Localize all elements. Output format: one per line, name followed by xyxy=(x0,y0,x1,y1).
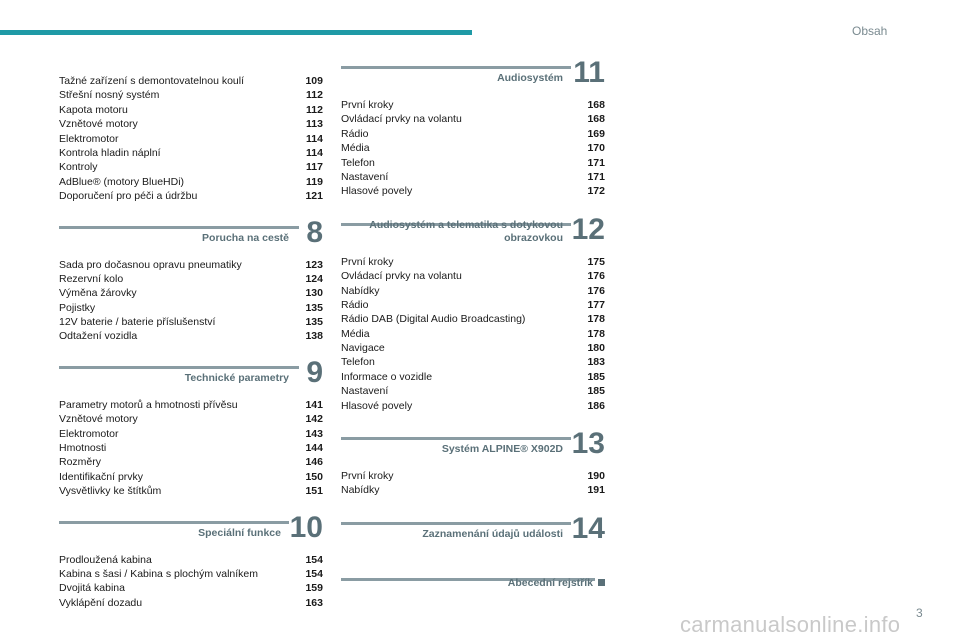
chapter-divider xyxy=(59,226,299,229)
toc-entry-title: Nabídky xyxy=(341,484,380,497)
toc-entry[interactable] xyxy=(59,596,323,610)
toc-entry[interactable] xyxy=(341,112,605,126)
toc-entry-page: 185 xyxy=(587,370,605,383)
toc-entry-title: Parametry motorů a hmotnosti přívěsu xyxy=(59,398,238,411)
toc-entry-title: Kapota motoru xyxy=(59,103,128,116)
chapter-title: Porucha na cestě xyxy=(202,231,289,244)
toc-entry-title: Dvojitá kabina xyxy=(59,582,125,595)
toc-entry-title: Doporučení pro péči a údržbu xyxy=(59,190,198,203)
toc-entry-title: Identifikační prvky xyxy=(59,470,144,483)
toc-entry-page: 114 xyxy=(306,132,323,145)
toc-entry-title: Ovládací prvky na volantu xyxy=(341,270,462,283)
chapter-13 xyxy=(341,427,605,498)
toc-entry[interactable] xyxy=(341,298,605,312)
toc-entry[interactable] xyxy=(59,398,323,412)
chapter-title: Zaznamenání údajů události xyxy=(422,527,563,540)
toc-entry-page: 121 xyxy=(305,190,323,203)
toc-entry-title: Nastavení xyxy=(341,170,389,183)
toc-entry-page: 143 xyxy=(305,427,323,440)
toc-entry[interactable] xyxy=(341,269,605,283)
toc-entry-page: 112 xyxy=(306,103,323,116)
toc-entry[interactable] xyxy=(341,399,605,413)
toc-entry-page: 168 xyxy=(587,99,605,111)
toc-entry-page: 151 xyxy=(305,485,323,498)
toc-entry-title: První kroky xyxy=(341,255,394,268)
toc-entry[interactable] xyxy=(59,470,323,484)
toc-entry-title: Telefon xyxy=(341,156,375,169)
toc-entry[interactable] xyxy=(341,127,605,141)
toc-entry-title: 12V baterie / baterie příslušenství xyxy=(59,316,216,329)
toc-entry-page: 176 xyxy=(587,270,605,283)
chapter-title: Systém ALPINE® X902D xyxy=(441,443,563,456)
toc-entry[interactable] xyxy=(341,98,605,112)
toc-entry-page: 177 xyxy=(587,298,605,311)
chapter-number: 8 xyxy=(306,215,323,249)
toc-entry-page: 191 xyxy=(587,484,605,497)
toc-entry[interactable] xyxy=(59,189,323,203)
toc-entry-page: 142 xyxy=(305,413,323,426)
toc-entry-title: Rádio xyxy=(341,127,369,140)
toc-entry-title: Sada pro dočasnou opravu pneumatiky xyxy=(59,258,242,271)
toc-entry-page: 130 xyxy=(305,287,323,300)
toc-entry-page: 109 xyxy=(305,75,323,87)
toc-entry-page: 135 xyxy=(305,301,323,314)
chapter-header[interactable] xyxy=(341,427,605,469)
chapter-header[interactable] xyxy=(59,216,323,258)
toc-entry-page: 119 xyxy=(306,175,323,188)
toc-entry-title: Hlasové povely xyxy=(341,185,413,198)
chapter-header[interactable] xyxy=(341,56,605,98)
toc-entry-title: Pojistky xyxy=(59,301,96,314)
toc-entry-page: 178 xyxy=(587,327,605,340)
toc-entry[interactable] xyxy=(341,156,605,170)
toc-entry-title: Navigace xyxy=(341,342,385,355)
toc-entry-title: Odtažení vozidla xyxy=(59,330,138,343)
toc-entry-page: 172 xyxy=(587,185,605,198)
toc-entry[interactable] xyxy=(341,341,605,355)
toc-entry[interactable] xyxy=(341,284,605,298)
toc-entry-page: 112 xyxy=(306,89,323,102)
toc-entry[interactable] xyxy=(59,132,323,146)
toc-entry[interactable] xyxy=(59,567,323,581)
toc-entry[interactable] xyxy=(341,141,605,155)
toc-entry-title: Kontrola hladin náplní xyxy=(59,146,161,159)
toc-entry-title: Nabídky xyxy=(341,284,380,297)
toc-entry-title: Vznětové motory xyxy=(59,413,138,426)
toc-entry-page: 176 xyxy=(587,284,605,297)
chapter-12 xyxy=(341,213,605,413)
toc-entry-page: 170 xyxy=(587,142,605,155)
toc-entry-page: 138 xyxy=(305,330,323,343)
toc-entry-title: Střešní nosný systém xyxy=(59,89,160,102)
toc-entry[interactable] xyxy=(59,329,323,343)
toc-entry-page: 180 xyxy=(587,342,605,355)
index-title: Abecední rejstřík xyxy=(507,576,593,589)
page-number: 3 xyxy=(916,606,923,620)
toc-entry-page: 168 xyxy=(587,113,605,126)
toc-entry[interactable] xyxy=(59,175,323,189)
toc-entry-page: 190 xyxy=(587,470,605,483)
intro-entries xyxy=(59,74,323,204)
toc-entry-title: Vyklápění dozadu xyxy=(59,596,143,609)
toc-entry-title: Telefon xyxy=(341,356,375,369)
toc-entry[interactable] xyxy=(341,170,605,184)
chapter-number: 10 xyxy=(289,510,323,544)
toc-entry-page: 123 xyxy=(305,258,323,271)
chapter-divider xyxy=(341,66,571,69)
toc-entry-title: Tažné zařízení s demontovatelnou koulí xyxy=(59,75,245,87)
chapter-header[interactable] xyxy=(59,356,323,398)
toc-entry-title: Média xyxy=(341,142,370,155)
toc-entry[interactable] xyxy=(341,184,605,198)
toc-entry[interactable] xyxy=(59,88,323,102)
toc-entry[interactable] xyxy=(59,455,323,469)
toc-entry-page: 135 xyxy=(305,316,323,329)
toc-entry-title: Rezervní kolo xyxy=(59,272,124,285)
toc-entry-title: První kroky xyxy=(341,99,394,111)
toc-entry[interactable] xyxy=(341,483,605,497)
chapter-divider xyxy=(59,366,299,369)
toc-entry-title: Hlasové povely xyxy=(341,399,413,412)
chapter-10 xyxy=(59,511,323,611)
toc-entry-page: 144 xyxy=(305,442,323,455)
page-label: Obsah xyxy=(852,24,888,38)
toc-entry-page: 186 xyxy=(587,399,605,412)
toc-entry[interactable] xyxy=(59,160,323,174)
chapter-number: 13 xyxy=(571,427,605,461)
toc-entry[interactable] xyxy=(341,355,605,369)
toc-entry[interactable] xyxy=(341,312,605,326)
toc-entry[interactable] xyxy=(59,146,323,160)
toc-entry-title: Prodloužená kabina xyxy=(59,553,152,566)
toc-entry[interactable] xyxy=(59,286,323,300)
chapter-header[interactable] xyxy=(341,213,605,255)
toc-entry-page: 159 xyxy=(305,582,323,595)
toc-entry-title: Ovládací prvky na volantu xyxy=(341,113,462,126)
toc-entry[interactable] xyxy=(59,484,323,498)
toc-entry-title: Vznětové motory xyxy=(59,118,138,131)
chapter-header[interactable] xyxy=(59,511,323,553)
toc-entry[interactable] xyxy=(59,103,323,117)
toc-entry[interactable] xyxy=(59,272,323,286)
toc-entry[interactable] xyxy=(341,384,605,398)
toc-entry-title: Elektromotor xyxy=(59,132,119,145)
toc-entry[interactable] xyxy=(341,255,605,269)
toc-entry-title: Elektromotor xyxy=(59,427,119,440)
toc-entry[interactable] xyxy=(59,581,323,595)
header-accent-bar xyxy=(0,30,472,35)
toc-entry[interactable] xyxy=(59,412,323,426)
chapter-title: Audiosystém xyxy=(497,72,563,84)
chapter-divider xyxy=(59,521,289,524)
chapter-number: 11 xyxy=(573,56,605,89)
toc-entry-page: 183 xyxy=(587,356,605,369)
toc-entry-page: 175 xyxy=(587,255,605,268)
toc-entry-title: První kroky xyxy=(341,470,394,483)
toc-entry[interactable] xyxy=(59,315,323,329)
toc-entry-title: Informace o vozidle xyxy=(341,370,433,383)
toc-entry-title: AdBlue® (motory BlueHDi) xyxy=(59,175,185,188)
toc-entry-title: Rozměry xyxy=(59,456,102,469)
chapter-divider xyxy=(341,522,571,525)
toc-entry[interactable] xyxy=(341,370,605,384)
toc-entry-page: 117 xyxy=(306,161,323,174)
toc-entry-title: Rádio xyxy=(341,298,369,311)
chapter-number: 9 xyxy=(306,355,323,389)
toc-entry-title: Nastavení xyxy=(341,385,389,398)
toc-entry-title: Vysvětlivky ke štítkům xyxy=(59,485,162,498)
toc-entry-page: 171 xyxy=(587,156,605,169)
toc-entry-title: Rádio DAB (Digital Audio Broadcasting) xyxy=(341,313,526,326)
toc-entry-page: 171 xyxy=(587,170,605,183)
toc-entry[interactable] xyxy=(59,258,323,272)
toc-entry[interactable] xyxy=(59,117,323,131)
toc-entry[interactable] xyxy=(341,327,605,341)
toc-entry-page: 150 xyxy=(305,470,323,483)
toc-entry-page: 169 xyxy=(587,127,605,140)
alphabetical-index-header[interactable] xyxy=(341,568,605,598)
toc-entry[interactable] xyxy=(59,427,323,441)
toc-entry-page: 114 xyxy=(306,146,323,159)
chapter-14 xyxy=(341,512,605,554)
toc-entry[interactable] xyxy=(59,74,323,88)
chapter-number: 14 xyxy=(571,511,605,545)
chapter-header[interactable] xyxy=(341,512,605,554)
toc-entry[interactable] xyxy=(59,553,323,567)
square-bullet-icon xyxy=(598,579,605,586)
toc-entry-title: Výměna žárovky xyxy=(59,287,137,300)
toc-entry-page: 146 xyxy=(305,456,323,469)
toc-entry-page: 163 xyxy=(305,596,323,609)
toc-entry-page: 141 xyxy=(305,398,323,411)
toc-entry[interactable] xyxy=(341,469,605,483)
left-column xyxy=(59,74,323,610)
toc-entry[interactable] xyxy=(59,441,323,455)
chapter-8 xyxy=(59,216,323,344)
chapter-9 xyxy=(59,356,323,499)
toc-entry-title: Kontroly xyxy=(59,161,98,174)
chapter-title: Technické parametry xyxy=(184,371,289,384)
chapter-title: Audiosystém a telematika s dotykovou obrazovkou xyxy=(369,218,563,244)
toc-entry-page: 154 xyxy=(305,553,323,566)
chapter-title: Speciální funkce xyxy=(198,526,281,539)
toc-entry-page: 154 xyxy=(305,567,323,580)
toc-entry-title: Kabina s šasi / Kabina s plochým valníkem xyxy=(59,567,259,580)
toc-entry-page: 178 xyxy=(587,313,605,326)
watermark: carmanualsonline.info xyxy=(680,612,901,637)
toc-entry-title: Média xyxy=(341,327,370,340)
toc-entry-title: Hmotnosti xyxy=(59,442,107,455)
toc-entry[interactable] xyxy=(59,301,323,315)
right-column xyxy=(341,56,605,598)
toc-entry-page: 113 xyxy=(306,118,323,131)
chapter-divider xyxy=(341,437,571,440)
toc-entry-page: 124 xyxy=(305,272,323,285)
chapter-11 xyxy=(341,56,605,199)
toc-entry-page: 185 xyxy=(587,385,605,398)
chapter-number: 12 xyxy=(571,212,605,246)
